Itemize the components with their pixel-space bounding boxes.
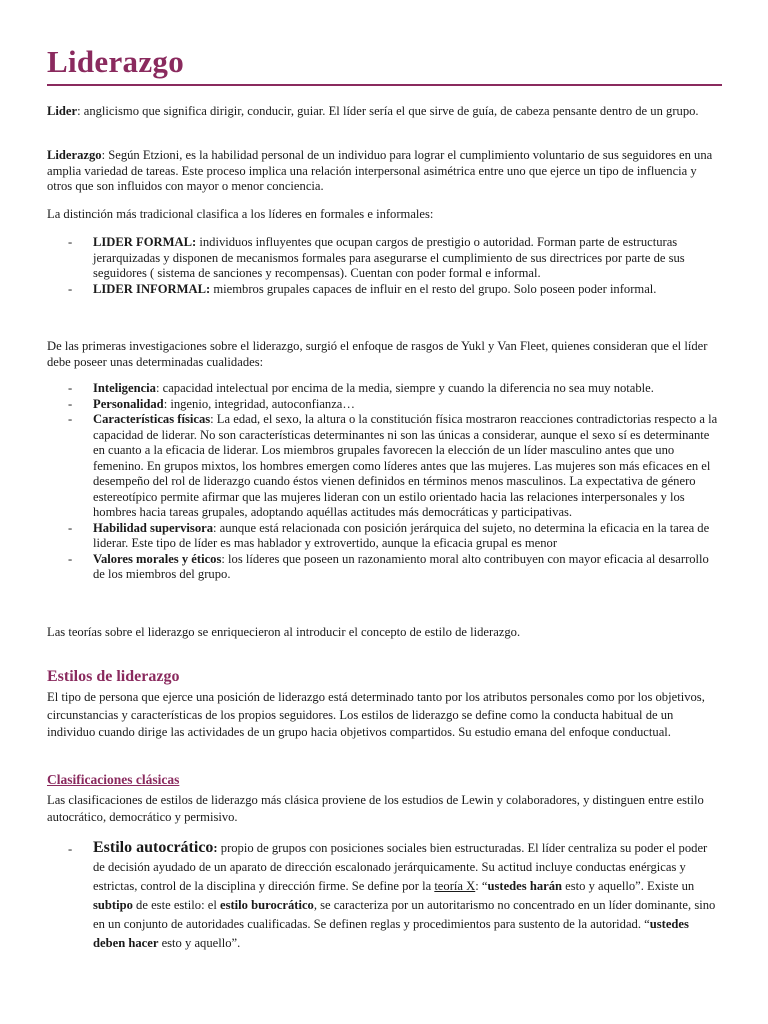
dash-bullet: - [68,412,73,426]
dash-bullet: - [68,381,73,395]
style-text: esto y aquello”. [158,936,241,950]
section-heading: Estilos de liderazgo [47,668,180,685]
list-item [47,521,722,552]
style-text: : “ [475,879,488,893]
list-item [47,838,722,953]
subsection-heading: Clasificaciones clásicas [47,772,180,787]
quote-bold: ustedes harán [487,879,563,893]
page-title: Liderazgo [47,44,185,79]
style-text: esto y aquello”. Existe un [562,879,695,893]
trait-text: : los líderes que poseen un razonamiento moral alto contribuyen con mayor eficacia al desarrollo de los miembros del grupo. [93,551,709,581]
dash-bullet: - [68,520,73,535]
paragraph-styles: El tipo de persona que ejerce una posición de liderazgo está determinado tanto por los atributos personales como por los objetivos, circunstancias y características de los propios seguidores. Los estilos de liderazgo se define como la conducta habitual de un individuo cuando dirige las actividades de un grupo hacia objetivos compartidos. Su estudio emana del enfoque conductual. [47,690,705,739]
definition-liderazgo-text: : Según Etzioni, es la habilidad personal de un individuo para lograr el cumplimiento voluntario de sus seguidores en una amplia variedad de tareas. Este proceso implica una relación interpersonal asimétrica entre uno que ejerce un tipo de influencia y otros que son influidos con mayor o menor conciencia. [47,148,713,193]
leader-types-list [47,235,722,297]
leader-text: individuos influyentes que ocupan cargos de prestigio o autoridad. Forman parte de estructuras jerarquizadas y disponen de mecanismos formales para asegurarse el cumplimiento de sus directrices por parte de sus seguidores ( sistema de sanciones y recompensas). Cuentan con poder formal e informal. [93,235,685,280]
dash-bullet: - [68,842,73,856]
leader-text: miembros grupales capaces de influir en el resto del grupo. Solo poseen poder informal. [210,281,657,296]
list-item [47,235,722,282]
trait-text: : La edad, el sexo, la altura o la constitución física mostraron reacciones contradictorias respecto a la capacidad de liderar. No son características determinantes ni son las únicas a considerar, aunque el sexo sí es determinante en cuanto a la eficacia de liderar. Los miembros grupales favorecen la elección de un líder masculino antes que uno femenino. En grupos mixtos, los hombres emergen como líderes antes que las mujeres. Las mujeres son más eficaces en el desempeño del rol de liderazgo cuando éstos vienen definidos en términos menos masculinos. La expectativa de género estereotípico permite afirmar que las mujeres lideran con un estilo orientado hacia las relaciones interpersonales y los hombres hacia tareas grupales, adoptando aquéllas actitudes más democráticas y participativas. [93,412,718,519]
list-item [47,381,722,397]
trait-term: Personalidad [93,396,164,411]
term-liderazgo: Liderazgo [47,148,102,162]
list-item [47,397,722,413]
style-term: Estilo autocrático [93,839,214,856]
bureaucratic-bold: estilo burocrático [220,898,314,912]
trait-term: Valores morales y éticos [93,551,222,566]
paragraph-classifications: Las clasificaciones de estilos de liderazgo más clásica proviene de los estudios de Lewin y colaboradores, y distinguen entre estilo autocrático, democrático y permisivo. [47,793,704,824]
term-lider: Lider [47,104,78,118]
definition-lider-text: : anglicismo que significa dirigir, conducir, guiar. El líder sería el que sirve de guía, de cabeza pensante dentro de un grupo. [77,104,699,118]
trait-text: : ingenio, integridad, autoconfianza… [163,396,355,411]
list-item [47,412,722,521]
subtype-bold: subtipo [93,898,133,912]
style-text: propio de grupos con posiciones sociales bien estructuradas. El líder centraliza su poder el poder de decisión ayudado de un aparato de dirección escalonado jerárquicamente. Su actitud incluye conductas enérgicas y estrictas, control de la disciplina y dirección firme. Se define por la [93,841,708,893]
dash-bullet: - [68,235,73,249]
leader-term: LIDER FORMAL: [93,235,197,249]
dash-bullet: - [68,396,73,411]
paragraph-theories: Las teorías sobre el liderazgo se enriquecieron al introducir el concepto de estilo de liderazgo. [47,625,521,639]
definition-lider [47,104,722,120]
style-text: , se caracteriza por un autoritarismo no concentrado en un líder dominante, sino en un conjunto de autoridades cualificadas. Se definen reglas y procedimientos para sustento de la autoridad. “ [93,898,716,931]
trait-term: Habilidad supervisora [93,520,214,535]
trait-term: Inteligencia [93,381,156,395]
dash-bullet: - [68,551,73,566]
paragraph-research: De las primeras investigaciones sobre el liderazgo, surgió el enfoque de rasgos de Yukl y Van Fleet, quienes consideran que el líder debe poseer unas determinadas cualidades: [47,339,708,369]
theory-x-link[interactable]: teoría X [434,879,476,893]
dash-bullet: - [68,281,73,296]
trait-text: : capacidad intelectual por encima de la media, siempre y cuando la diferencia no sea muy notable. [155,381,654,395]
definition-liderazgo [47,148,722,195]
list-item [47,282,722,298]
trait-term: Características físicas [93,412,211,426]
style-colon: : [213,841,218,855]
title-underline [47,84,722,86]
paragraph-distinction: La distinción más tradicional clasifica a los líderes en formales e informales: [47,207,434,221]
list-item [47,552,722,583]
quote-bold: ustedes deben hacer [93,917,689,950]
styles-list [47,838,722,953]
traits-list [47,381,722,583]
style-text: de este estilo: el [132,898,220,912]
leader-term: LIDER INFORMAL: [93,281,211,296]
trait-text: : aunque está relacionada con posición jerárquica del sujeto, no determina la eficacia en la tarea de liderar. Este tipo de líder es mas hablador y extrovertido, aunque la eficacia grupal es menor [93,520,710,550]
